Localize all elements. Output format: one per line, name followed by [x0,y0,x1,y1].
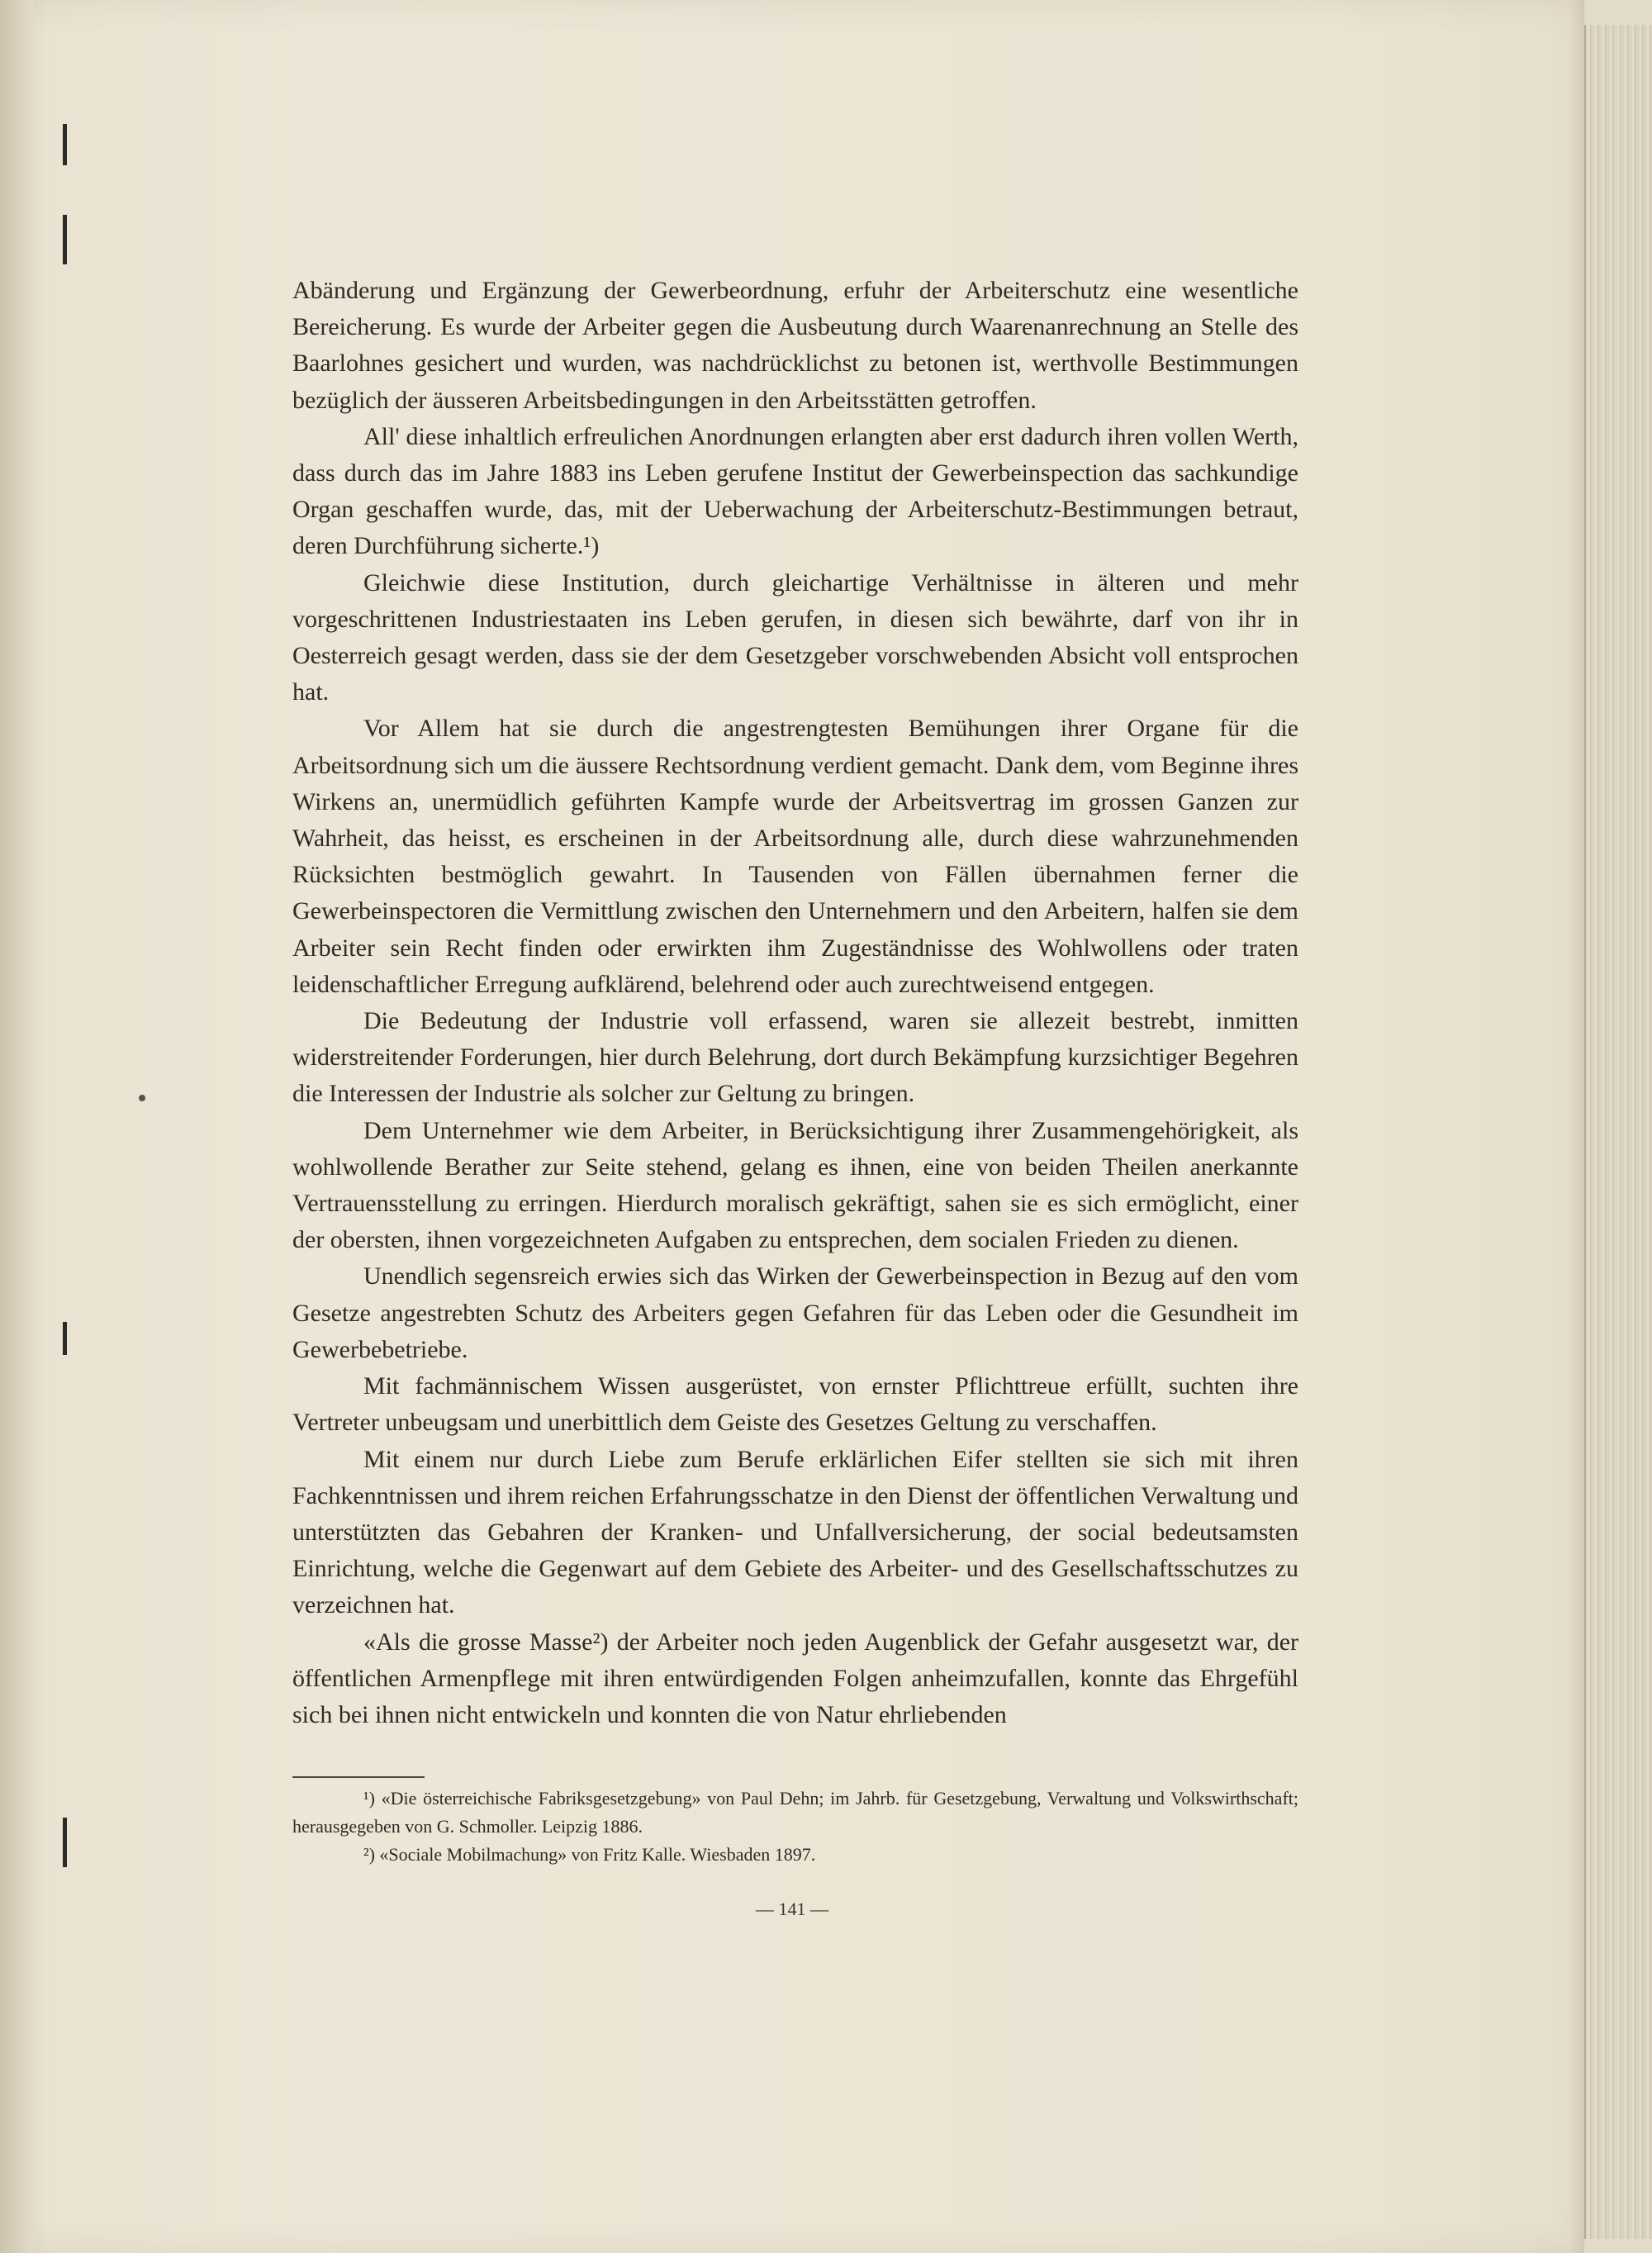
paragraph: Mit einem nur durch Liebe zum Berufe erklärlichen Eifer stellten sie sich mit ihren Fachkenntnissen und ihrem reichen Erfahrungsschatze in den Dienst der öffentlichen Verwaltung und unterstützten das Gebahren der Kranken- und Unfallversicherung, der social bedeutsamsten Einrichtung, welche die Gegenwart auf dem Gebiete des Arbeiter- und des Gesellschaftsschutzes zu verzeichnen hat. [292,1445,1298,1619]
paragraph: Die Bedeutung der Industrie voll erfassend, waren sie allezeit bestrebt, inmitten widerstreitender Forderungen, hier durch Belehrung, dort durch Bekämpfung kurzsichtiger Begehren die Interessen der Industrie als solcher zur Geltung zu bringen. [292,1007,1298,1108]
footnote: ¹) «Die österreichische Fabriksgesetzgebung» von Paul Dehn; im Jahrb. für Gesetzgebung, Verwaltung und Volkswirthschaft; herausgegeben von G. Schmoller. Leipzig 1886. [292,1788,1298,1837]
paragraph: «Als die grosse Masse²) der Arbeiter noch jeden Augenblick der Gefahr ausgesetzt war, der öffentlichen Armenpflege mit ihren entwürdigenden Folgen anheimzufallen, konnte das Ehrgefühl sich bei ihnen nicht entwickeln und konnten die von Natur ehrliebenden [292,1628,1298,1728]
gutter-mark [63,1322,67,1355]
footnote-rule [292,1776,425,1778]
gutter-mark [63,124,67,165]
paragraph: Vor Allem hat sie durch die angestrengtesten Bemühungen ihrer Organe für die Arbeitsordnung sich um die äussere Rechtsordnung verdient gemacht. Dank dem, vom Beginne ihres Wirkens an, unermüdlich geführten Kampfe wurde der Arbeitsvertrag im grossen Ganzen zur Wahrheit, das heisst, es erscheinen in der Arbeitsordnung alle, durch diese wahrzunehmenden Rücksichten bestmöglich gewahrt. In Tausenden von Fällen übernahmen ferner die Gewerbeinspectoren die Vermittlung zwischen den Unternehmern und den Arbeitern, halfen sie dem Arbeiter sein Recht finden oder erwirkten ihm Zugeständnisse des Wohlwollens oder traten leidenschaftlicher Erregung aufklärend, belehrend oder auch zurechtweisend entgegen. [292,715,1298,998]
ink-spot [139,1095,145,1101]
footnote: ²) «Sociale Mobilmachung» von Fritz Kalle. Wiesbaden 1897. [363,1844,816,1865]
paragraph: Gleichwie diese Institution, durch gleichartige Verhältnisse in älteren und mehr vorgeschrittenen Industriestaaten ins Leben gerufen, in diesen sich bewährte, darf von ihr in Oesterreich gesagt werden, dass sie der dem Gesetzgeber vorschwebenden Absicht voll entsprochen hat. [292,568,1298,706]
main-text [292,273,1298,1733]
paragraph: Dem Unternehmer wie dem Arbeiter, in Berücksichtigung ihrer Zusammengehörigkeit, als wohlwollende Berather zur Seite stehend, gelang es ihnen, eine von beiden Theilen anerkannte Vertrauensstellung zu erringen. Hierdurch moralisch gekräftigt, sahen sie es sich ermöglicht, einer der obersten, ihnen vorgezeichneten Aufgaben zu entsprechen, dem socialen Frieden zu dienen. [292,1116,1298,1254]
page-number: — 141 — [756,1899,828,1919]
page-edges [1584,25,1652,2239]
paragraph: Abänderung und Ergänzung der Gewerbeordnung, erfuhr der Arbeiterschutz eine wesentliche Bereicherung. Es wurde der Arbeiter gegen die Ausbeutung durch Waarenanrechnung an Stelle des Baarlohnes gesichert und wurden, was nachdrücklichst zu betonen ist, werthvolle Bestimmungen bezüglich der äusseren Arbeitsbedingungen in den Arbeitsstätten getroffen. [292,277,1298,414]
paragraph: All' diese inhaltlich erfreulichen Anordnungen erlangten aber erst dadurch ihren vollen Werth, dass durch das im Jahre 1883 ins Leben gerufene Institut der Gewerbeinspection das sachkundige Organ geschaffen wurde, das, mit der Ueberwachung der Arbeiterschutz-Bestimmungen betraut, deren Durchführung sicherte.¹) [292,422,1298,560]
gutter-mark [63,215,67,264]
gutter-mark [63,1818,67,1867]
paragraph: Mit fachmännischem Wissen ausgerüstet, von ernster Pflichttreue erfüllt, suchten ihre Vertreter unbeugsam und unerbittlich dem Geiste des Gesetzes Geltung zu verschaffen. [292,1372,1298,1437]
footnotes [292,1785,1298,1869]
paragraph: Unendlich segensreich erwies sich das Wirken der Gewerbeinspection in Bezug auf den vom Gesetze angestrebten Schutz des Arbeiters gegen Gefahren für das Leben oder die Gesundheit im Gewerbebetriebe. [292,1262,1298,1363]
